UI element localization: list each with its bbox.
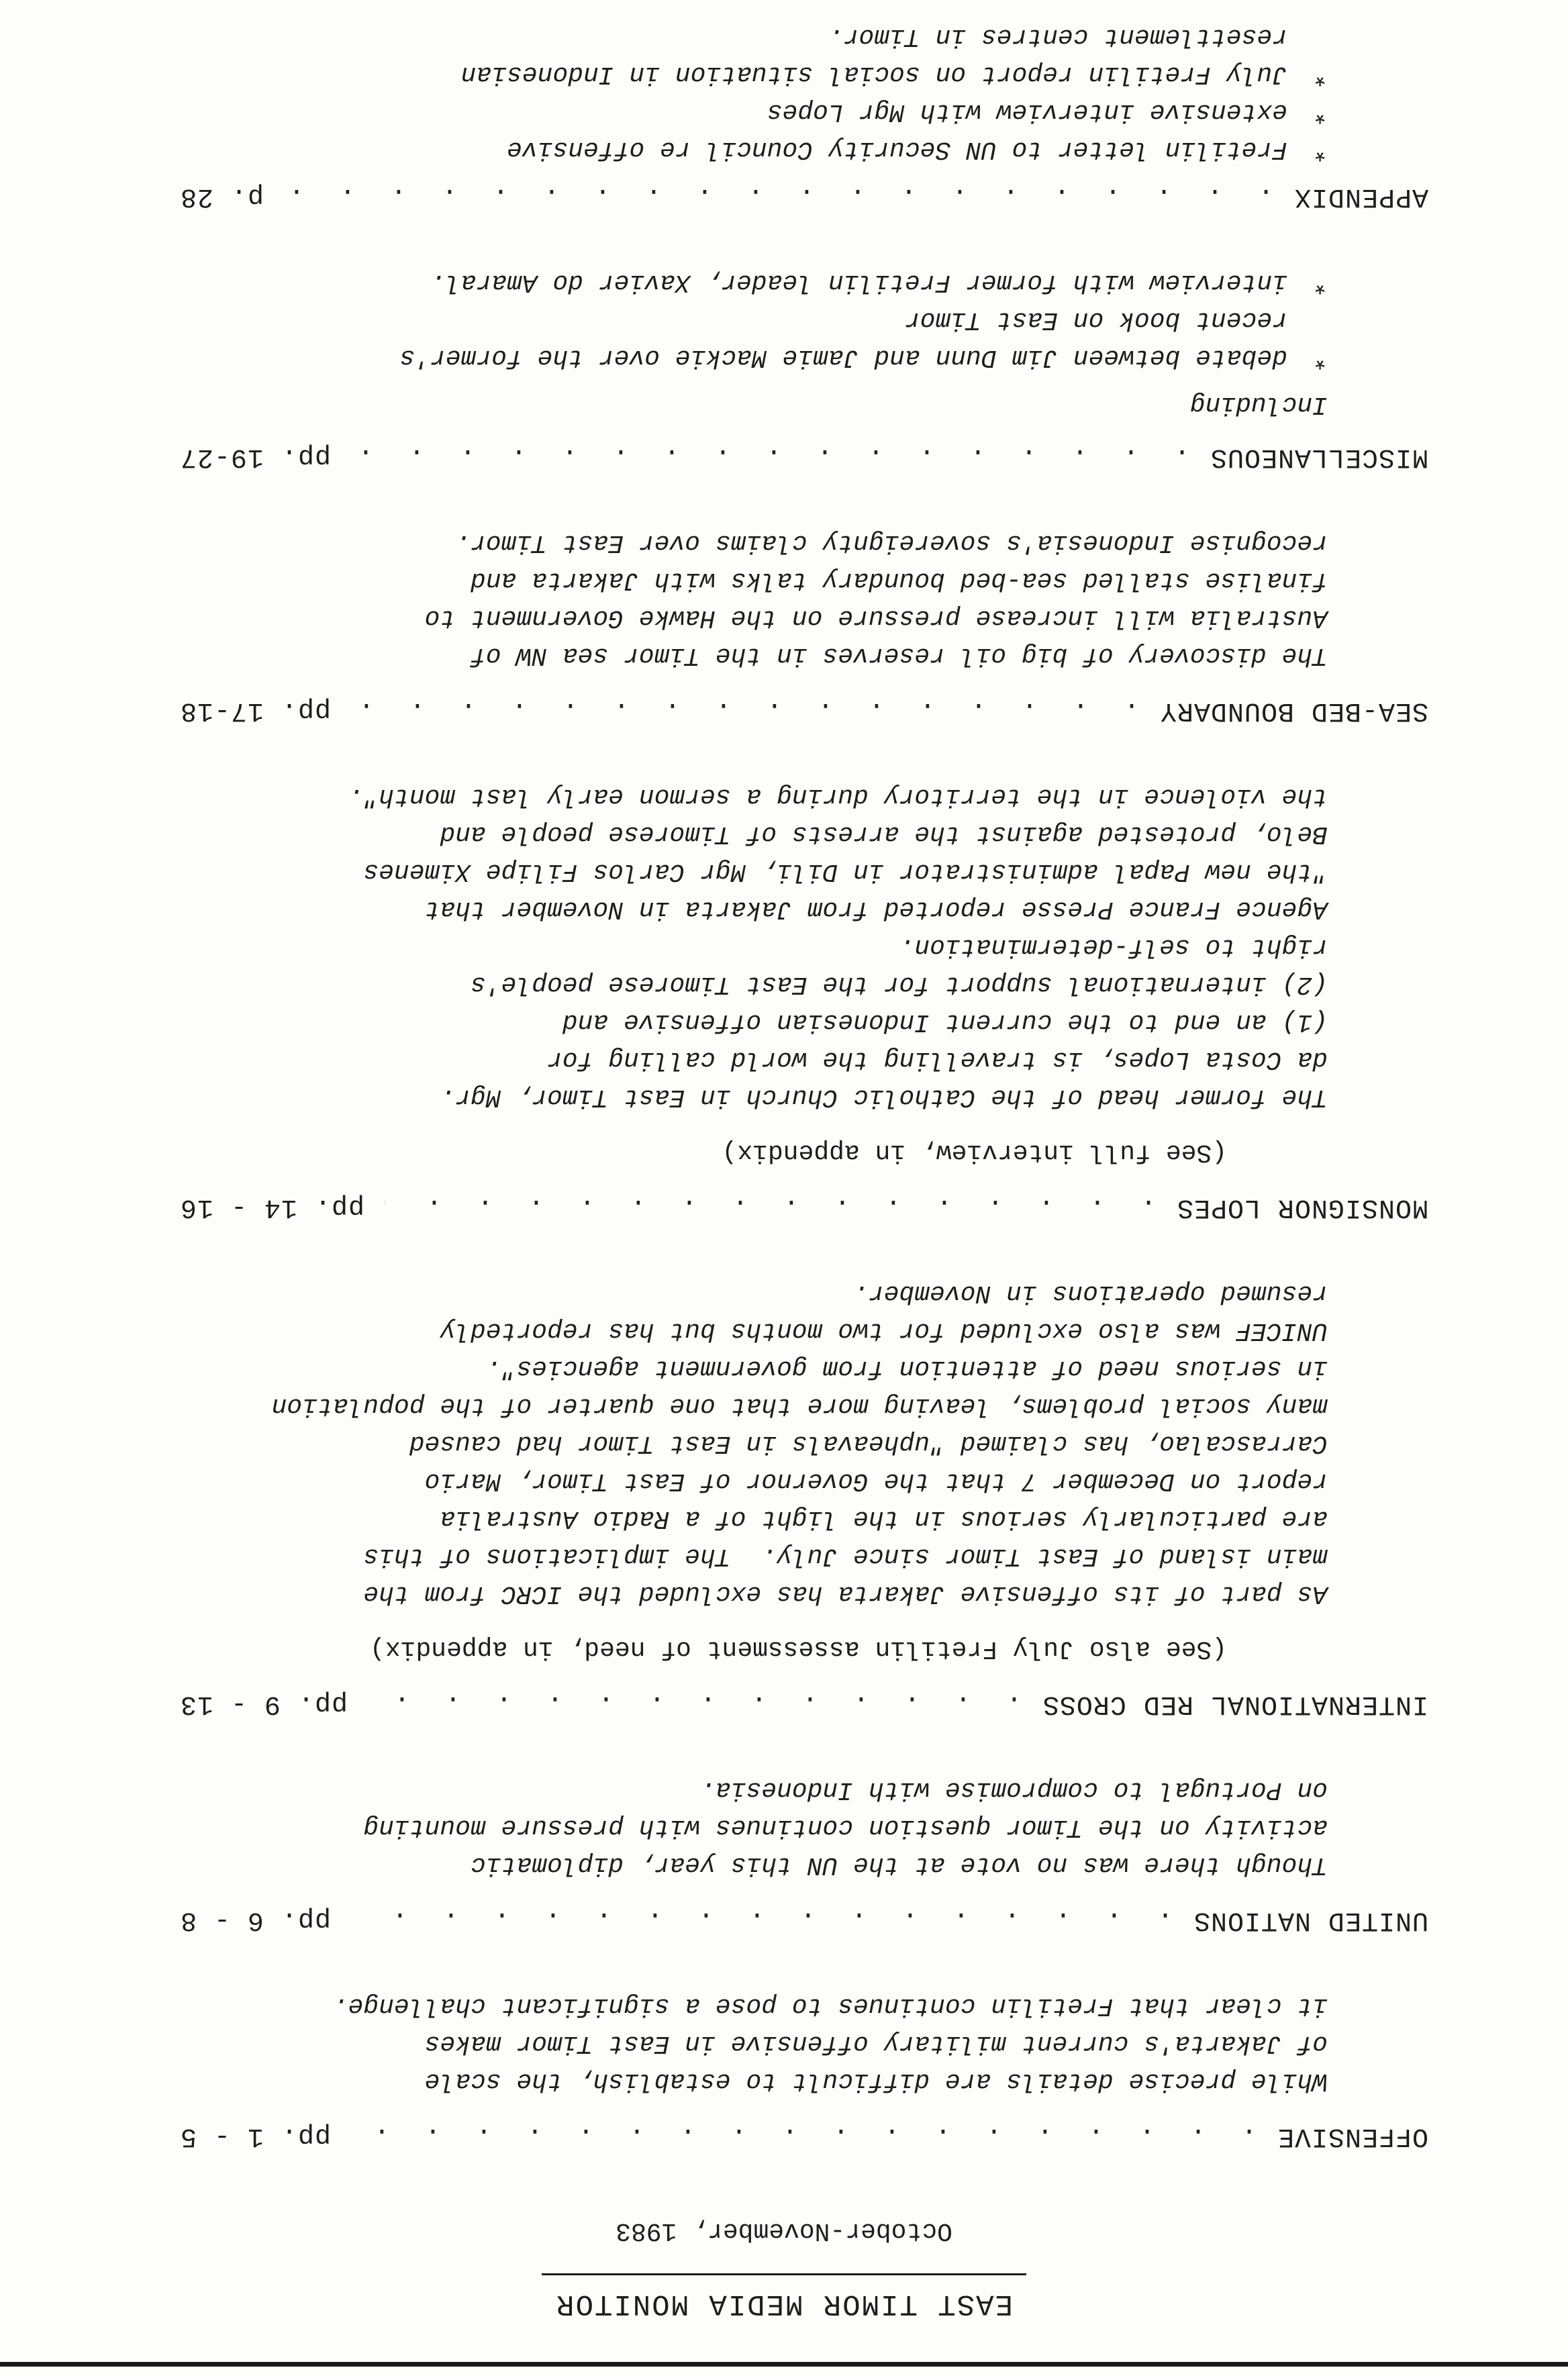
entry-summary: As part of its offensive Jakarta has excluded the ICRC from the main island of East Timor since July. The implications of this are particularly serious in the light of a Radio Australia report on December 7 that the Governor of East Timor, Mario Carrascalao, has claimed "upheavals in East Timor had caused many social problems, leaving more that one quarter of the population in serious need of attention from government agencies". UNICEF was also excluded for two months but has reportedly resumed operations in November. [271,1279,1328,1608]
entry-appendix [153,17,1428,215]
bullet-text: July Fretilin report on social situation in Indonesian resettlement centres in Timor. [460,22,1287,89]
entry-heading: UNITED NATIONS [1193,1905,1428,1935]
entry-note: (See full interview, in appendix) [722,1138,1227,1167]
masthead-date: October-November, 1983 [616,2216,952,2245]
entry-heading: SEA-BED BOUNDARY [1159,695,1428,726]
bullet-asterisk: * [1312,60,1328,89]
dot-leader [351,438,1190,475]
entry-summary: The former head of the Catholic Church in East Timor, Mgr. da Costa Lopes, is travelling the world calling for (1) an end to the current Indonesian offensive and (2) international support for the East Timorese people's right to self-determination. Agence France Presse reported from Jakarta in November that "the new Papal administrator in Dili, Mgr Carlos Filipe Ximenes Belo, protested against the arrests of Timorese people and the violence in the territory during a sermon early last month". [348,782,1328,1111]
bullet-asterisk: * [1312,135,1328,164]
entry-heading-row [153,691,1428,729]
entry-heading: OFFENSIVE [1277,2121,1428,2151]
entry-pages: pp. 6 - 8 [180,1905,332,1935]
bullet-item [153,263,1328,301]
entry-pages: pp. 19-27 [180,442,332,472]
entry-monsignor-lopes [153,777,1428,1226]
entry-pages: pp. 1 - 5 [180,2121,332,2151]
entry-united-nations [153,1771,1428,1938]
entry-heading: INTERNATIONAL RED CROSS [1042,1689,1428,1719]
dot-leader [351,1901,1173,1938]
entry-sub-label: Including [1189,390,1328,419]
entry-miscellaneous [153,263,1428,475]
dot-leader [385,1188,1157,1226]
entry-pages: p. 28 [180,181,264,211]
entry-heading-row [153,1685,1428,1722]
entry-summary: While precise details are difficult to establish, the scale of Jakarta's current military offensive in East Timor makes it clear that Fretilin continues to pose a significant challenge. [332,1991,1328,2095]
bullet-text: Fretilin letter to UN Security Council re offensive [507,135,1287,164]
entry-summary: Though there was no vote at the UN this year, diplomatic activity on the Timor question continues with pressure mounting on Portugal to compromise with Indonesia. [363,1775,1328,1879]
bullet-text: extensive interview with Mgr Lopes [767,97,1287,126]
entry-international-red-cross [153,1274,1428,1722]
dot-leader [284,177,1274,215]
bullet-asterisk: * [1312,97,1328,126]
bullet-item [153,93,1328,130]
entry-pages: pp. 9 - 13 [180,1689,348,1719]
bullet-asterisk: * [1312,268,1328,297]
bullet-item [153,130,1328,168]
bullet-list [153,263,1328,376]
top-rule [0,2362,1568,2367]
masthead [0,2212,1568,2322]
entry-heading: APPENDIX [1293,181,1428,211]
dot-leader [351,691,1140,729]
entry-note: (See also July Fretilin assessment of need, in appendix) [369,1634,1227,1663]
bullet-asterisk: * [1312,343,1328,372]
entry-heading-row [153,2117,1428,2155]
entry-pages: pp. 17-18 [180,695,332,726]
bullet-item [153,17,1328,93]
entry-heading-row [153,1901,1428,1938]
entry-heading-row [153,1188,1428,1226]
entry-heading: MISCELLANEOUS [1210,442,1428,472]
entry-heading-row [153,438,1428,475]
contents-list [153,0,1428,2155]
dot-leader [351,2117,1257,2155]
dot-leader [368,1685,1022,1722]
bullet-item [153,301,1328,376]
bullet-list [153,17,1328,168]
entry-pages: pp. 14 - 16 [180,1192,365,1222]
bullet-text: debate between Jim Dunn and Jamie Mackie over the former's recent book on East Timor [399,305,1287,372]
entry-heading-row [153,177,1428,215]
masthead-title: EAST TIMOR MEDIA MONITOR [542,2273,1026,2322]
entry-sea-bed-boundary [153,524,1428,729]
bullet-text: interview with former Fretilin leader, Xavier do Amaral. [430,268,1287,297]
entry-heading: MONSIGNOR LOPES [1176,1192,1428,1222]
entry-offensive [153,1987,1428,2155]
entry-summary: The discovery of big oil reserves in the Timor sea NW of Australia will increase pressure on the Hawke Government to finalise stalled sea-bed boundary talks with Jakarta and recognise Indonesia's sovereignty claims over East Timor. [424,528,1328,670]
